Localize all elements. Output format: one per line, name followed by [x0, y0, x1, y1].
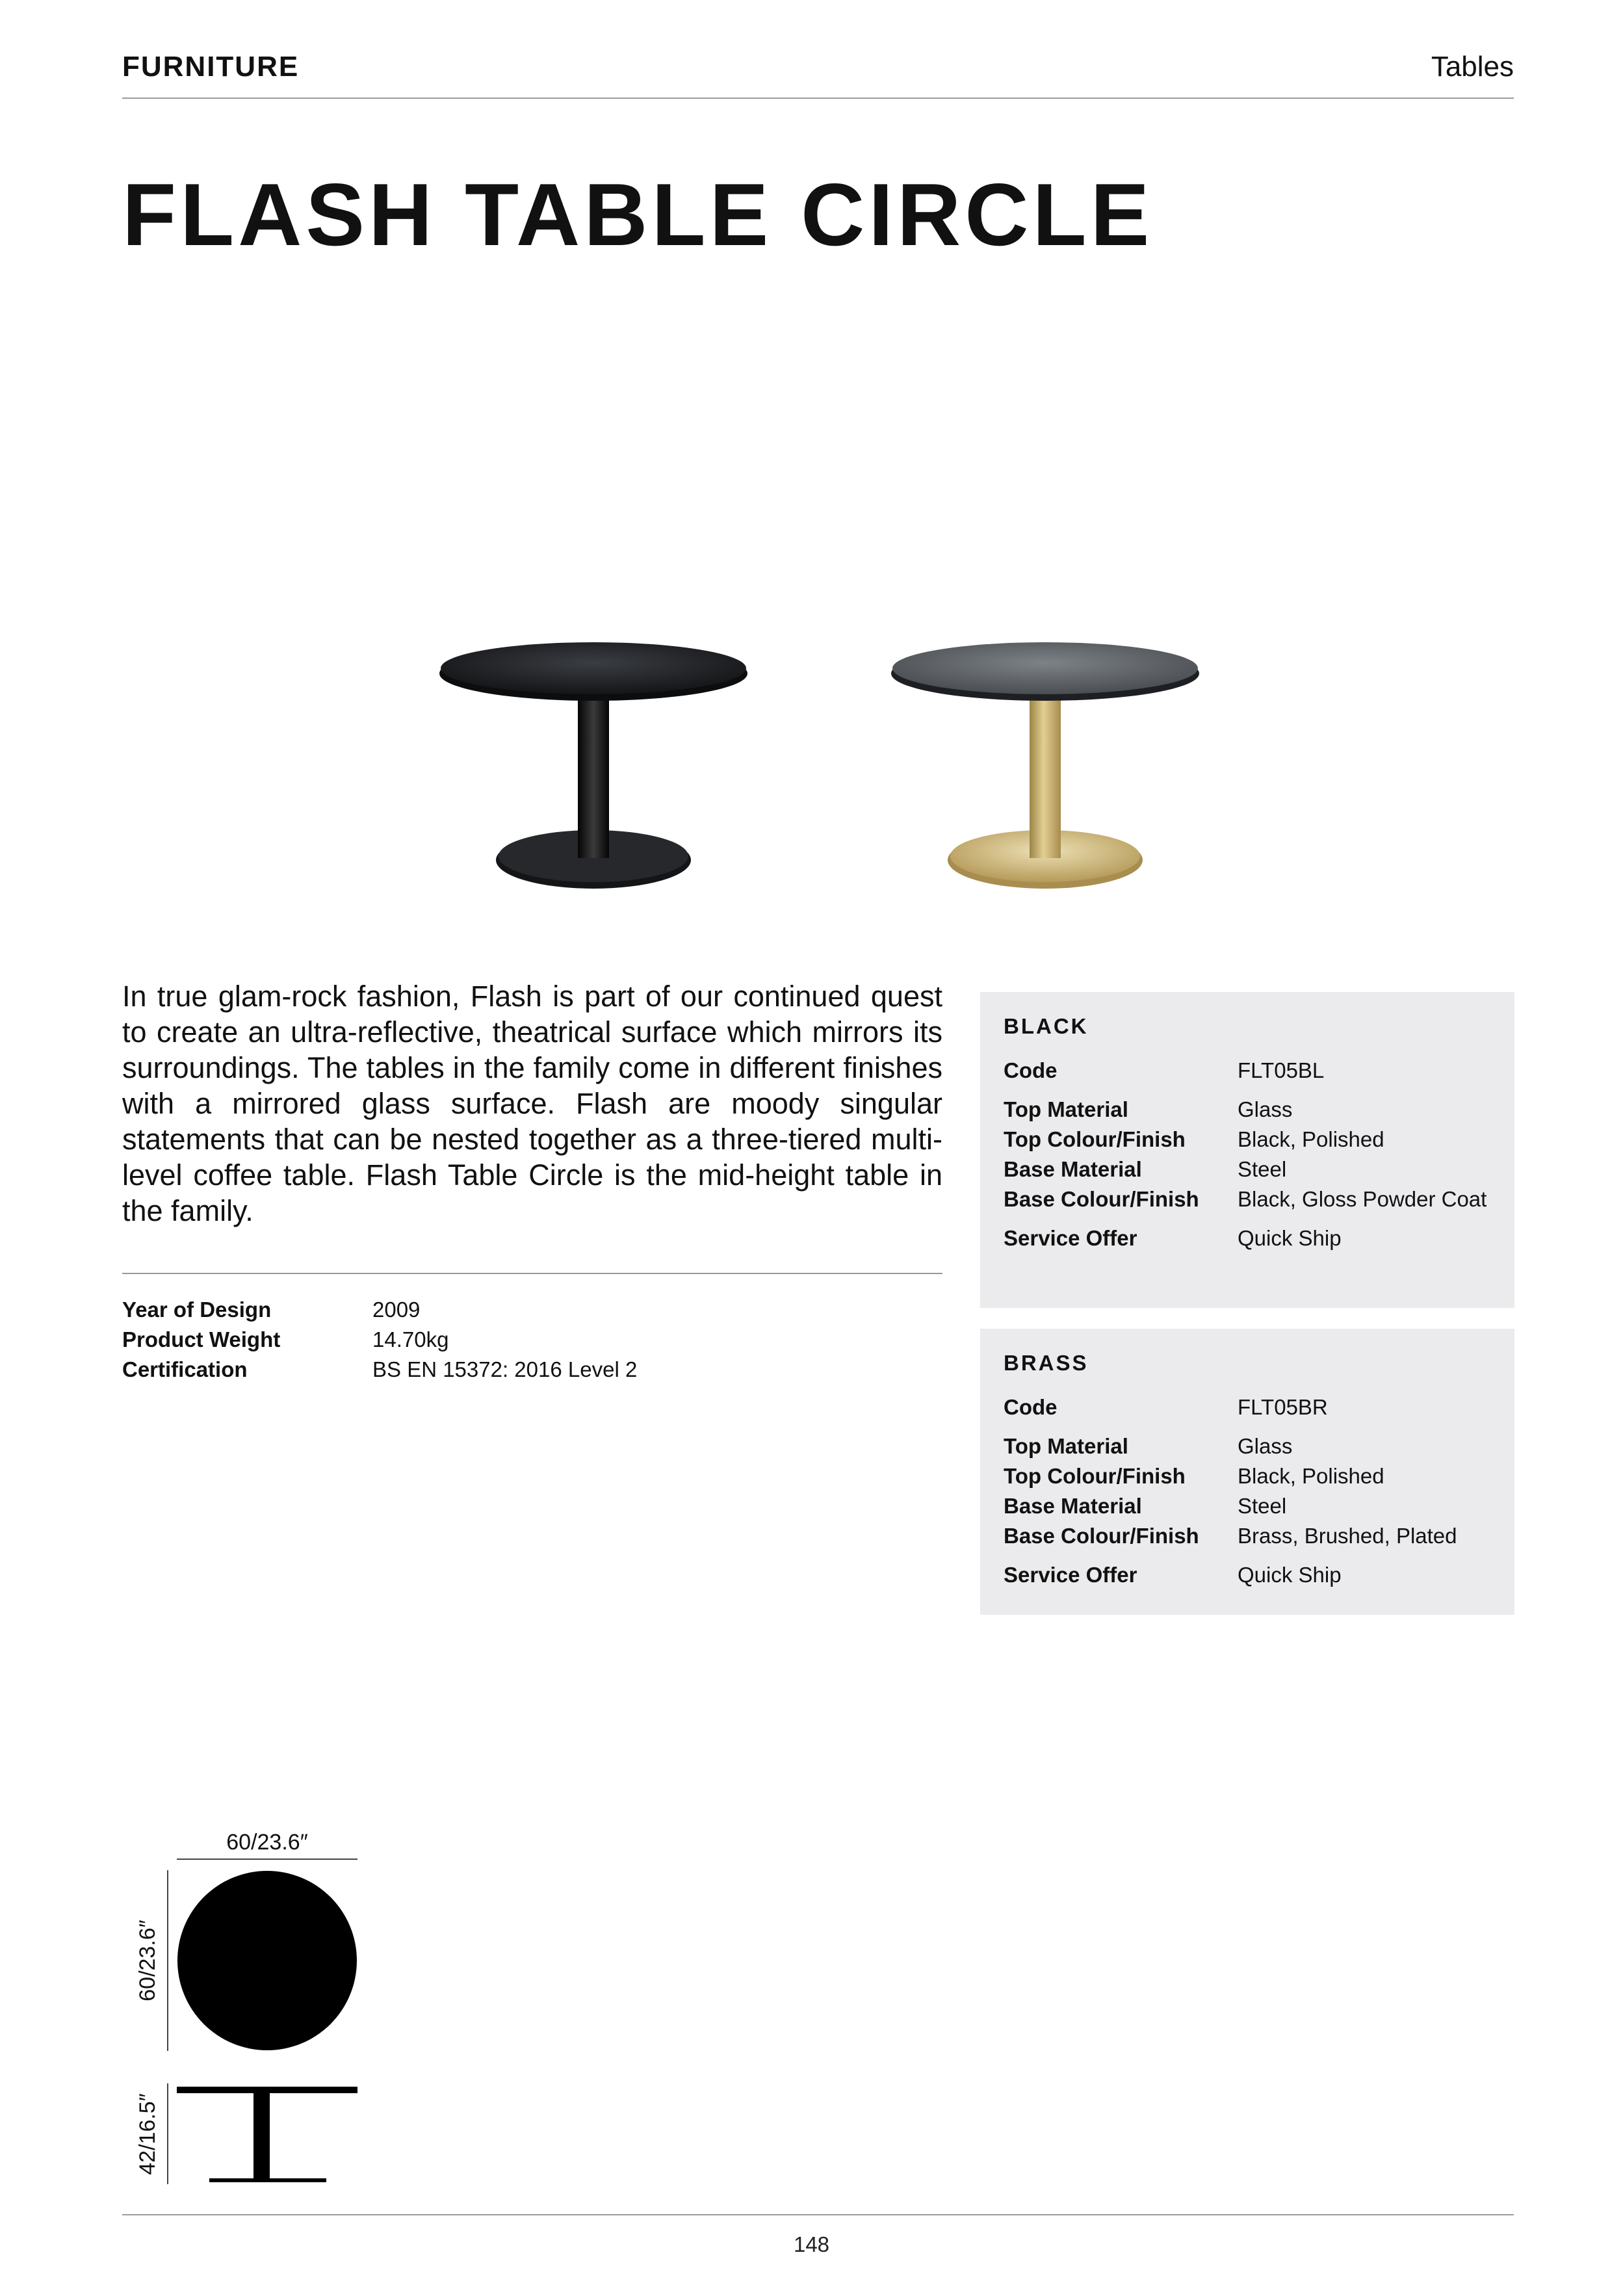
meta-value: 14.70kg — [372, 1327, 449, 1351]
side-view-stem — [253, 2093, 270, 2181]
meta-value: BS EN 15372: 2016 Level 2 — [372, 1357, 638, 1381]
top-view-circle — [177, 1871, 357, 2050]
product-photo — [416, 611, 1222, 897]
spec-value: Black, Polished — [1238, 1127, 1384, 1151]
variant-panel-brass — [980, 1329, 1514, 1615]
variant-panel-black — [980, 992, 1514, 1308]
product-meta — [122, 1295, 637, 1385]
spec-label: Base Material — [1004, 1494, 1142, 1518]
meta-value: 2009 — [372, 1298, 421, 1322]
service-value: Quick Ship — [1238, 1226, 1342, 1250]
spec-label: Base Colour/Finish — [1004, 1187, 1199, 1211]
spec-value: Glass — [1238, 1434, 1293, 1458]
product-title: FLASH TABLE CIRCLE — [122, 165, 1154, 264]
spec-row-code — [1004, 1056, 1491, 1086]
spec-label: Top Colour/Finish — [1004, 1464, 1186, 1488]
page-number: 148 — [793, 2232, 830, 2256]
spec-label: Top Material — [1004, 1434, 1128, 1458]
spec-value: Glass — [1238, 1097, 1293, 1121]
section-label: Tables — [1431, 51, 1514, 83]
meta-row-certification — [122, 1355, 637, 1385]
header-divider — [122, 98, 1514, 99]
variant-name: BRASS — [1004, 1351, 1089, 1375]
spec-row-service — [1004, 1223, 1491, 1253]
footer-divider — [122, 2214, 1514, 2215]
variant-name: BLACK — [1004, 1014, 1089, 1038]
spec-value: Black, Gloss Powder Coat — [1238, 1187, 1487, 1211]
spec-label: Base Material — [1004, 1157, 1142, 1181]
spec-row — [1004, 1491, 1491, 1521]
side-view-base — [209, 2178, 326, 2182]
spec-label: Code — [1004, 1395, 1058, 1419]
category-label: FURNITURE — [122, 51, 300, 83]
spec-value: Black, Polished — [1238, 1464, 1384, 1488]
spec-value: Steel — [1238, 1157, 1287, 1181]
product-code: FLT05BL — [1238, 1058, 1325, 1082]
spec-value: Steel — [1238, 1494, 1287, 1518]
height-label: 42/16.5″ — [135, 2093, 160, 2175]
spec-label: Base Colour/Finish — [1004, 1524, 1199, 1548]
spec-label: Top Material — [1004, 1097, 1128, 1121]
spec-label: Service Offer — [1004, 1226, 1137, 1250]
product-description: In true glam-rock fashion, Flash is part of our continued quest to create an ultra-reflective, theatrical surface which mirrors its surroundings. The tables in the family come in different finishes with a mirrored glass surface. Flash are moody singular statements that can be nested together as a three-tiered multi-level coffee table. Flash Table Circle is the mid-height table in the family. — [122, 980, 942, 1227]
spec-row — [1004, 1431, 1491, 1461]
description-divider — [122, 1273, 942, 1274]
dimension-drawing — [130, 1823, 377, 2207]
depth-label: 60/23.6″ — [135, 1920, 160, 2002]
spec-row — [1004, 1095, 1491, 1125]
spec-row-code — [1004, 1392, 1491, 1422]
meta-label: Certification — [122, 1357, 248, 1381]
spec-value: Brass, Brushed, Plated — [1238, 1524, 1457, 1548]
spec-row — [1004, 1461, 1491, 1491]
spec-label: Code — [1004, 1058, 1058, 1082]
spec-row-service — [1004, 1560, 1491, 1590]
spec-label: Top Colour/Finish — [1004, 1127, 1186, 1151]
service-value: Quick Ship — [1238, 1563, 1342, 1587]
meta-label: Year of Design — [122, 1298, 272, 1322]
spec-row — [1004, 1125, 1491, 1155]
meta-label: Product Weight — [122, 1327, 281, 1351]
black-table-image — [439, 642, 747, 889]
meta-row-year — [122, 1295, 637, 1325]
width-label: 60/23.6″ — [226, 1830, 308, 1855]
spec-row — [1004, 1521, 1491, 1551]
spec-label: Service Offer — [1004, 1563, 1137, 1587]
spec-row — [1004, 1155, 1491, 1184]
brass-table-image — [891, 642, 1199, 889]
meta-row-weight — [122, 1325, 637, 1355]
side-view-top — [177, 2087, 357, 2093]
spec-row — [1004, 1184, 1491, 1214]
product-code: FLT05BR — [1238, 1395, 1328, 1419]
